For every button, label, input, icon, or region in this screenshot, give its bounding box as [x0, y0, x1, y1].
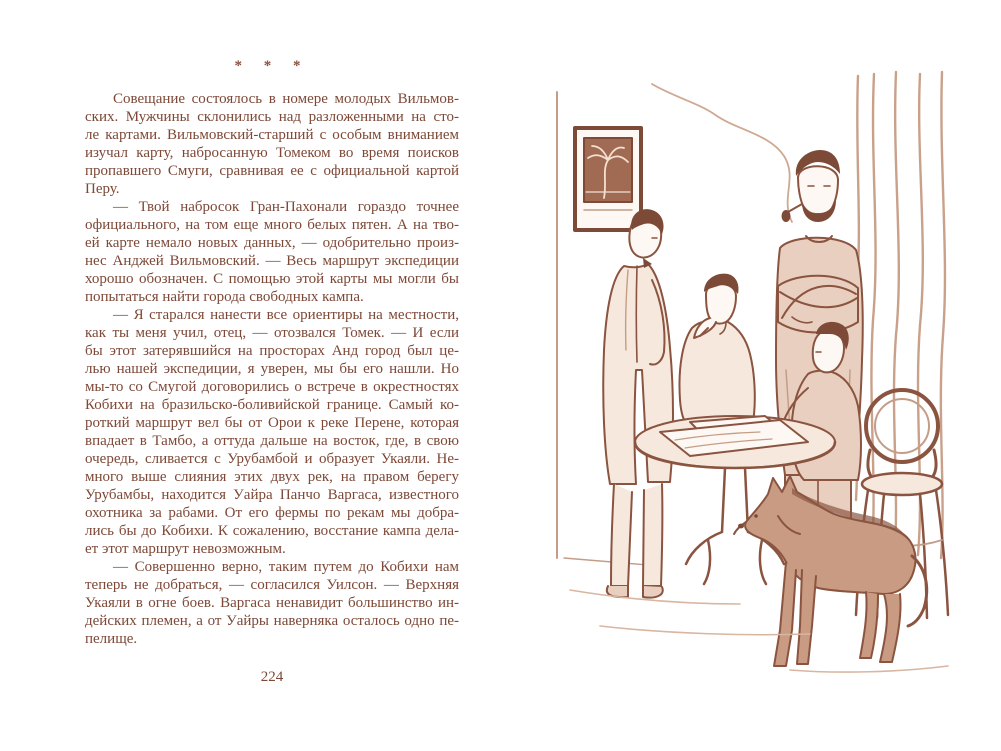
body-text [85, 90, 459, 648]
seated-man-left [680, 274, 755, 426]
text-line: — Совершенно верно, таким путем до Кобихи нам [113, 559, 459, 575]
text-line: Урубамбы, находится Уайра Панчо Варгаса, известного [85, 487, 459, 503]
text-line: охотника за рабами. От его фермы по рекам мы добра- [85, 505, 459, 521]
text-line: как ты меня учил, отец, — отозвался Томек. — И если [85, 325, 459, 341]
illustration-page [540, 70, 960, 702]
standing-man-young [603, 209, 673, 597]
text-line: ет этот маршрут невозможным. [85, 541, 286, 557]
crossed-arms [778, 276, 858, 333]
text-line: дейских племен, а от Уайры наверняка осталось одно пе- [85, 613, 459, 629]
text-line: изучал карту, набросанную Томеком во время поисков [85, 145, 459, 161]
text-line: очередь, сливается с Урубамбой и образует Укаяли. Не- [85, 451, 459, 467]
text-line: теперь не добраться, — согласился Уилсон. — Верхняя [85, 577, 459, 593]
text-line: мы-то со Смугой договорились о встрече в окрестностях [85, 379, 459, 395]
text-line: — Твой набросок Гран-Пахонали гораздо точнее [113, 199, 459, 215]
text-line: ских. Мужчины склонились над разложенными на сто- [85, 109, 459, 125]
text-line: — Я старался нанести все ориентиры на местности, [113, 307, 459, 323]
text-line: ле картами. Вильмовский-старший с особым вниманием [85, 127, 459, 143]
smoking-pipe [782, 204, 803, 222]
text-line: пропавшего Смуги, сравнивая ее с официальной картой [85, 163, 459, 179]
text-line: пелище. [85, 631, 138, 647]
text-line: много выше слияния этих двух рек, на правом берегу [85, 469, 459, 485]
picture-frame [575, 128, 641, 230]
text-line: попытаться найти города свободных кампа. [85, 289, 364, 305]
paragraph [85, 198, 459, 306]
text-line: Кобихи на бразильско-боливийской границе. Самый ко- [85, 397, 459, 413]
text-line: бы этот затерявшийся на просторах Анд город был це- [85, 343, 459, 359]
text-line: ей карте немало новых данных, — одобрительно произ- [85, 235, 459, 251]
page-number: 224 [260, 669, 284, 685]
paragraph [85, 558, 459, 648]
paragraph [85, 90, 459, 198]
book-illustration [540, 70, 960, 700]
text-line: Перу. [85, 181, 120, 197]
text-line: Укаяли в огне боев. Варгаса ненавидит большинство ин- [85, 595, 459, 611]
section-separator: * * * [234, 58, 310, 74]
text-page [85, 58, 459, 686]
text-line: хорошо обозначен. С помощью этой карты мы могли бы [85, 271, 459, 287]
legs-and-shoes [607, 484, 663, 598]
text-line: лись бы до Кобихи. К сожалению, восстание кампа дела- [85, 523, 459, 539]
text-line: Совещание состоялось в номере молодых Вильмов- [113, 91, 459, 107]
text-line: впадает в Тамбо, а оттуда дальше на восток, где, в свою [85, 433, 459, 449]
text-line: нес Анджей Вильмовский. — Весь маршрут экспедиции [85, 253, 459, 269]
text-line: официального, на том еще много белых пятен. А на тво- [85, 217, 459, 233]
text-line: лью нашей экспедиции, я уверен, мы бы его нашли. Но [85, 361, 459, 377]
pipe-smoke [652, 84, 792, 222]
text-line: роткий маршрут вел бы от Орои к реке Перене, которая [85, 415, 459, 431]
paragraph [85, 306, 459, 558]
